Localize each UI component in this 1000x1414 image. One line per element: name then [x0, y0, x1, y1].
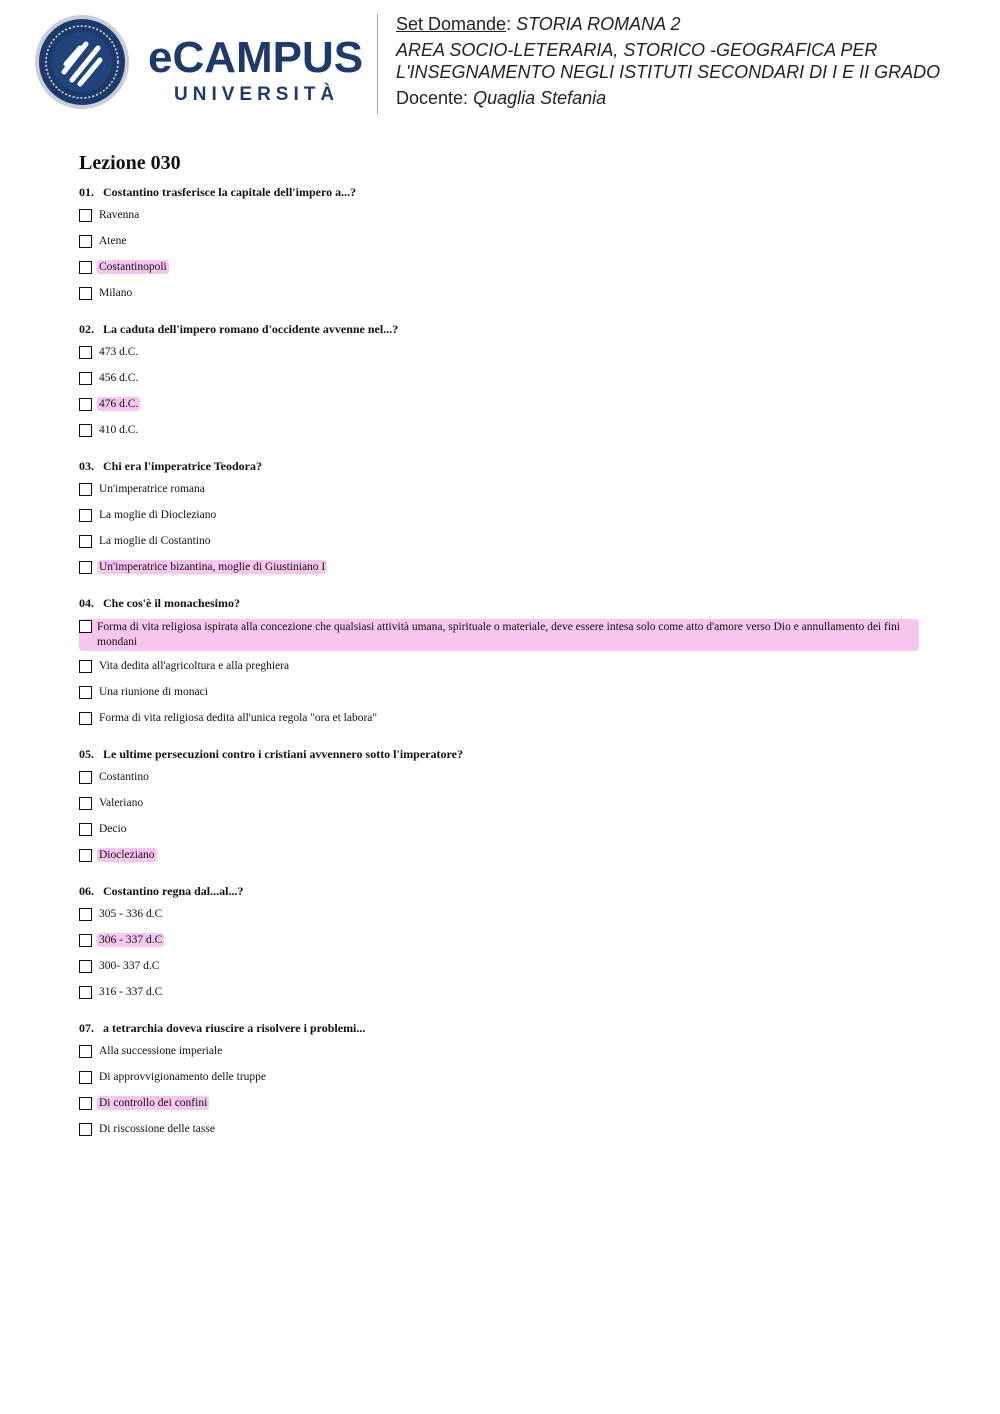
answer-text: 300- 337 d.C — [99, 960, 160, 972]
answer-checkbox[interactable] — [79, 346, 92, 359]
answer-option[interactable] — [79, 345, 919, 363]
answer-checkbox[interactable] — [79, 823, 92, 836]
answer-text: Un'imperatrice bizantina, moglie di Giustiniano I — [99, 561, 326, 573]
answer-text: Atene — [99, 235, 127, 247]
university-seal-icon — [34, 14, 130, 110]
answer-checkbox[interactable] — [79, 1123, 92, 1136]
answer-option[interactable] — [79, 659, 919, 677]
answer-text: Una riunione di monaci — [99, 686, 208, 698]
question-text: Costantino trasferisce la capitale dell'impero a...? — [103, 185, 357, 199]
question-number: 06. — [79, 884, 94, 898]
answer-text: 473 d.C. — [99, 346, 139, 358]
answer-checkbox[interactable] — [79, 235, 92, 248]
answer-checkbox[interactable] — [79, 960, 92, 973]
answer-text: Valeriano — [99, 797, 144, 809]
answer-checkbox[interactable] — [79, 797, 92, 810]
answer-text: Un'imperatrice romana — [99, 483, 205, 495]
answer-text: 316 - 337 d.C — [99, 986, 163, 998]
answer-text: 306 - 337 d.C — [99, 934, 163, 946]
course-info: Set Domande: STORIA ROMANA 2 AREA SOCIO-LETERARIA, STORICO -GEOGRAFICA PER L'INSEGNAMENTO NEGLI ISTITUTI SECONDARI DI I E II GRADO Docente: Quaglia Stefania — [396, 14, 941, 108]
answer-checkbox[interactable] — [79, 398, 92, 411]
answer-option[interactable] — [79, 933, 919, 951]
answer-checkbox[interactable] — [79, 620, 92, 633]
question-title — [79, 322, 919, 337]
answer-checkbox[interactable] — [79, 771, 92, 784]
answer-option[interactable] — [79, 534, 919, 552]
question-number: 07. — [79, 1021, 94, 1035]
quiz-content — [79, 152, 919, 1158]
answer-text: Forma di vita religiosa dedita all'unica regola "ora et labora" — [99, 712, 378, 724]
question-number: 02. — [79, 322, 94, 336]
answer-text: Costantinopoli — [99, 261, 167, 273]
answer-option[interactable] — [79, 1122, 919, 1140]
set-label: Set Domande — [396, 14, 507, 34]
question — [79, 322, 919, 441]
question — [79, 884, 919, 1003]
answer-text: 305 - 336 d.C — [99, 908, 163, 920]
area-line-2: L'INSEGNAMENTO NEGLI ISTITUTI SECONDARI DI I E II GRADO — [396, 62, 941, 82]
question-text: Chi era l'imperatrice Teodora? — [103, 459, 262, 473]
answer-text: La moglie di Diocleziano — [99, 509, 217, 521]
question-number: 05. — [79, 747, 94, 761]
answer-checkbox[interactable] — [79, 934, 92, 947]
question-text: a tetrarchia doveva riuscire a risolvere i problemi... — [103, 1021, 366, 1035]
brand-name: eCAMPUS — [148, 33, 364, 82]
answer-checkbox[interactable] — [79, 261, 92, 274]
answer-option[interactable] — [79, 796, 919, 814]
answer-option[interactable] — [79, 907, 919, 925]
answer-option[interactable] — [79, 1070, 919, 1088]
answer-checkbox[interactable] — [79, 209, 92, 222]
answer-text: Alla successione imperiale — [99, 1045, 223, 1057]
question-title — [79, 747, 919, 762]
answer-checkbox[interactable] — [79, 509, 92, 522]
answer-option[interactable] — [79, 208, 919, 226]
answer-option[interactable] — [79, 286, 919, 304]
question-number: 03. — [79, 459, 94, 473]
answer-checkbox[interactable] — [79, 372, 92, 385]
answer-checkbox[interactable] — [79, 483, 92, 496]
question-number: 01. — [79, 185, 94, 199]
question-title — [79, 1021, 919, 1036]
question-text: Che cos'è il monachesimo? — [103, 596, 240, 610]
answer-text: 476 d.C. — [99, 398, 139, 410]
lesson-title: Lezione 030 — [79, 152, 181, 174]
set-title: STORIA ROMANA 2 — [516, 14, 681, 34]
answer-text: Decio — [99, 823, 127, 835]
answer-text: Vita dedita all'agricoltura e alla preghiera — [99, 660, 290, 672]
answer-checkbox[interactable] — [79, 686, 92, 699]
answer-checkbox[interactable] — [79, 712, 92, 725]
answer-checkbox[interactable] — [79, 1071, 92, 1084]
question-title — [79, 596, 919, 611]
answer-text: Milano — [99, 287, 133, 299]
question — [79, 596, 919, 729]
answer-option[interactable] — [79, 260, 919, 278]
area-line-1: AREA SOCIO-LETERARIA, STORICO -GEOGRAFICA PER — [396, 40, 878, 60]
answer-option[interactable] — [79, 371, 919, 389]
question-title — [79, 459, 919, 474]
docente-label: Docente: — [396, 88, 469, 108]
page-header — [0, 0, 1000, 130]
question — [79, 747, 919, 866]
question-title — [79, 185, 919, 200]
answer-checkbox[interactable] — [79, 561, 92, 574]
question — [79, 1021, 919, 1140]
answer-text: Costantino — [99, 771, 149, 783]
answer-option[interactable] — [79, 770, 919, 788]
question-text: Le ultime persecuzioni contro i cristiani avvennero sotto l'imperatore? — [103, 747, 463, 761]
answer-option[interactable] — [79, 685, 919, 703]
answer-checkbox[interactable] — [79, 1097, 92, 1110]
answer-text: Di approvvigionamento delle truppe — [99, 1071, 267, 1083]
answer-option[interactable] — [79, 508, 919, 526]
brand-subtitle: UNIVERSITÀ — [174, 84, 340, 105]
answer-option[interactable] — [79, 1096, 919, 1114]
answer-text: Forma di vita religiosa ispirata alla concezione che qualsiasi attività umana, spirituale o materiale, deve essere intesa solo come atto d'amore verso Dio e annullamento dei fini mondani — [79, 619, 919, 651]
answer-option[interactable] — [79, 234, 919, 252]
ecampus-logo — [34, 14, 364, 114]
answer-option[interactable] — [79, 423, 919, 441]
answer-checkbox[interactable] — [79, 424, 92, 437]
answer-checkbox[interactable] — [79, 986, 92, 999]
docente-name: Quaglia Stefania — [473, 88, 607, 108]
answer-checkbox[interactable] — [79, 1045, 92, 1058]
question-list — [79, 185, 919, 1140]
answer-checkbox[interactable] — [79, 535, 92, 548]
answer-option[interactable] — [79, 1044, 919, 1062]
answer-option[interactable] — [79, 848, 919, 866]
answer-option[interactable] — [79, 619, 919, 651]
answer-text: La moglie di Costantino — [99, 535, 211, 547]
question — [79, 459, 919, 578]
answer-text: 410 d.C. — [99, 424, 139, 436]
answer-checkbox[interactable] — [79, 849, 92, 862]
answer-checkbox[interactable] — [79, 287, 92, 300]
answer-text: Diocleziano — [99, 849, 155, 861]
answer-option[interactable] — [79, 560, 919, 578]
answer-option[interactable] — [79, 482, 919, 500]
answer-text: Ravenna — [99, 209, 140, 221]
answer-option[interactable] — [79, 397, 919, 415]
question-number: 04. — [79, 596, 94, 610]
question-text: Costantino regna dal...al...? — [103, 884, 244, 898]
answer-text: Di controllo dei confini — [99, 1097, 208, 1109]
question — [79, 185, 919, 304]
answer-option[interactable] — [79, 711, 919, 729]
question-title — [79, 884, 919, 899]
answer-checkbox[interactable] — [79, 908, 92, 921]
answer-text: Di riscossione delle tasse — [99, 1123, 215, 1135]
answer-text: 456 d.C. — [99, 372, 139, 384]
answer-option[interactable] — [79, 985, 919, 1003]
answer-option[interactable] — [79, 959, 919, 977]
header-divider — [377, 14, 378, 114]
answer-checkbox[interactable] — [79, 660, 92, 673]
question-text: La caduta dell'impero romano d'occidente avvenne nel...? — [103, 322, 399, 336]
answer-option[interactable] — [79, 822, 919, 840]
